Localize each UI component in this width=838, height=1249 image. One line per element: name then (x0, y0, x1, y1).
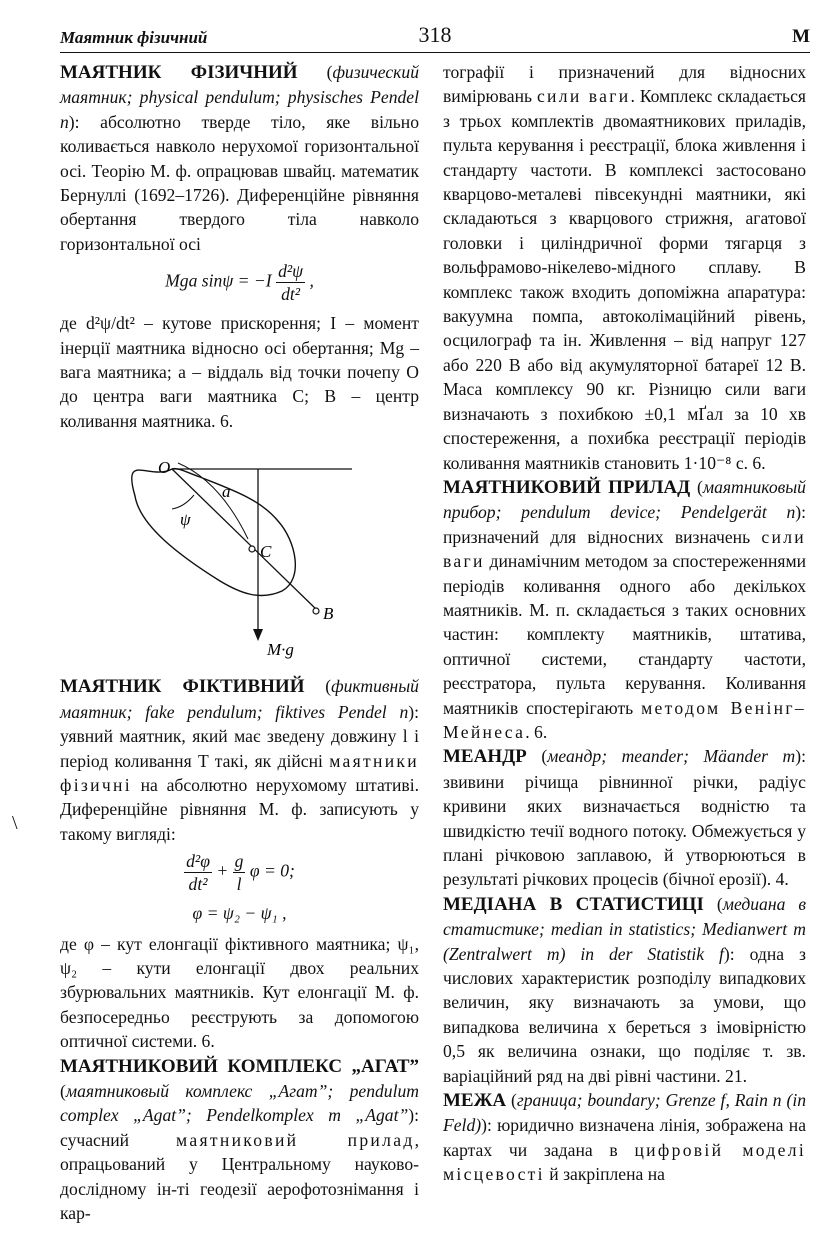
fraction: $\frac{\text{d²φ}}{\text{dt²}}$ (186, 851, 210, 895)
cross-reference: маятниковий прилад (176, 1129, 415, 1150)
cross-reference: маятники фізичні (60, 750, 419, 795)
left-column (60, 60, 419, 1225)
entry-mediana: МЕДІАНА В СТАТИСТИЦІ (медиана в статистике; median in statistics; Medianwert m (Zentralwert m) in der Statistik f): одна з числових характеристик розподілу випадкових величин, яку визначають за умови, що випадкова величина x береться з імовірністю 0,5 як величина ознаки, що поділяє т. зв. варіаційний ряд на дві рівні частини. 21. (443, 893, 806, 1086)
entry-headword: МАЯТНИКОВИЙ ПРИЛАД (443, 476, 691, 498)
right-column (443, 60, 806, 1187)
page-header (60, 22, 810, 52)
running-title: Маятник фізичний (60, 28, 208, 47)
entry-body-continued: де φ – кут елонгації фіктивного маятника; ψ₁, ψ₂ – кути елонгації двох реальних збурювальних маятників. Кут елонгації М. ф. безпосередньо реєструють за допомогою оптичної системи. 6. (60, 933, 419, 1052)
angle-arc (172, 495, 194, 509)
section-letter: М (792, 26, 810, 47)
cross-reference: цифровій моделі місцевості (443, 1139, 807, 1185)
center-c-point (249, 546, 255, 552)
entry-headword: МАЯТНИК ФІКТИВНИЙ (60, 676, 305, 698)
label-c: C (260, 542, 272, 562)
label-mg: M·g (267, 640, 294, 660)
entry-mayatnyk-fizychnyi: МАЯТНИК ФІЗИЧНИЙ (физический маятник; physical pendulum; physisches Pendel n): абсолютно тверде тіло, яке вільно коливається навколо нерухомої горизонтальної осі. Теорію М. ф. опрацював швайц. математик Бернуллі (1692–1726). Диференційне рівняння обертання твердого тіла навколо горизонтальної осі (60, 62, 419, 254)
entry-headword: МЕЖА (443, 1090, 507, 1112)
cross-reference: сили ваги (536, 86, 631, 107)
entry-translations: медиана в статистике; median in statistics; Medianwert m (Zentralwert m) in der Statistik f (443, 893, 806, 964)
center-b-point (313, 608, 319, 614)
page-number: 318 (418, 22, 452, 47)
entry-mayatnykovyi-kompleks: МАЯТНИКОВИЙ КОМПЛЕКС „АГАТ” (маятниковый комплекс „Агат”; pendulum complex „Agat”; Pendelkomplex m „Agat”): сучасний маятниковий прилад, опрацьований у Центральному науково-дослідному ін-ті геодезії аерофотознімання і кар- (60, 1055, 419, 1223)
formula-fictive: $\frac{\text{d²φ}}{\text{dt²}}$ + $\frac{g}{l}$ φ = 0; (186, 851, 295, 895)
entry-headword: МЕДІАНА В СТАТИСТИЦІ (443, 893, 704, 915)
entry-translations: граница; boundary; Grenze f, Rain n (in Feld) (443, 1090, 806, 1136)
entry-body: звивини річища рівнинної річки, радіус кривини яких визначається водністю та швидкістю течії водного потоку. Обмежується у плані річковою заплавою, й утворюються в результаті річкових процесів (бічної ерозії). 4. (443, 771, 806, 890)
entry-body-continued: де d²ψ/dt² – кутове прискорення; I – момент інерції маятника відносно осі обертання; Mg – вага маятника; a – віддаль від точки почепу O до центра ваги маятника C; B – центр коливання маятника. 6. (60, 313, 419, 431)
entry-mayatnykovyi-prylad: МАЯТНИКОВИЙ ПРИЛАД (маятниковый прибор; pendulum device; Pendelgerät n): призначений для відносних визначень сили ваги динамічним методом за спостереженнями періодів коливання одного або декількох маятників. М. п. складається з таких основних частин: комплекту маятників, штатива, оптичної системи, стандарту частоти, реєстратора, пульта керування. Коливання маятників спостерігають методом Венінг–Мейнеса. 6. (443, 476, 806, 742)
fraction: $\frac{g}{l}$ (234, 851, 244, 895)
formula-rotation: Mga sinψ = −I $\frac{\text{d²ψ}}{\text{dt²}}$ , (165, 261, 314, 305)
cross-reference: методом Венінг–Мейнеса (443, 697, 806, 742)
entry-translations: меандр; meander; Mäander m (547, 746, 796, 767)
entry-body: абсолютно тверде тіло, яке вільно коливається навколо нерухомої горизонтальної осі. Теорію М. ф. опрацював швайц. математик Бернуллі (1692–1726). Диференційне рівняння обертання твердого тіла навколо горизонтальної осі (60, 111, 419, 254)
weight-arrowhead (253, 629, 263, 641)
label-a: a (222, 482, 231, 502)
formula-angle-difference: φ = ψ₂ − ψ₁ , (192, 903, 287, 924)
entry-translations: маятниковый прибор; pendulum device; Pendelgerät n (443, 476, 806, 523)
entry-meandr: МЕАНДР (меандр; meander; Mäander m): звивини річища рівнинної річки, радіус кривини яких визначається водністю та швидкістю течії водного потоку. Обмежується у плані річковою заплавою, й утворюються в результаті річкових процесів (бічної ерозії). 4. (443, 746, 806, 890)
entry-mayatnyk-fiktyvnyi: МАЯТНИК ФІКТИВНИЙ (фиктивный маятник; fake pendulum; fiktives Pendel n): уявний маятник, який має зведену довжину l і період коливання T такі, як дійсні маятники фізичні на абсолютно нерухомому штативі. Диференційне рівняння М. ф. записують у такому вигляді: (60, 676, 419, 844)
pendulum-axis-line (172, 469, 318, 611)
cross-reference: сили ваги (443, 526, 806, 572)
label-b: B (323, 604, 334, 624)
entry-translations: физический маятник; physical pendulum; physisches Pendel n (60, 62, 419, 132)
label-o: O (158, 458, 171, 478)
entry-body: одна з числових характеристик розподілу випадкових величин, яку визначають за умови, що випадкова величина x береться з імовірністю 0,5 як величина ознаки, що поділяє т. зв. варіаційний ряд на дві рівні частини. 21. (443, 943, 806, 1086)
entry-mayatnykovyi-kompleks-continued: тографії і призначений для відносних вимірювань сили ваги. Комплекс складається з трьох комплектів двомаятникових приладів, пульта керування і реєстрації, блока живлення і стандарту частоти. В комплексі застосовано кварцово-металеві півсекундні маятники, які складаються з кварцового стрижня, агатової головки і циліндричної форми тягарця з вольфрамово-нікелево-мідного сплаву. В комплекс також входить допоміжна апаратура: вакуумна помпа, автоколімаційний рівень, осцилограф та ін. Живлення – від напруг 127 або 220 В або від акумуляторної батареї 12 В. Маса комплексу 90 кг. Різницю сили ваги визначають з похибкою ±0,1 мҐал за 10 хв спостереження, а похибка реєстрації періодів коливання маятників становить 1·10⁻⁸ с. 6. (443, 62, 806, 473)
header-rule (60, 52, 810, 53)
entry-headword: МАЯТНИК ФІЗИЧНИЙ (60, 62, 298, 83)
entry-headword: МАЯТНИКОВИЙ КОМПЛЕКС „АГАТ” (60, 1055, 419, 1077)
entry-translations: фиктивный маятник; fake pendulum; fiktives Pendel n (60, 676, 419, 722)
label-psi: ψ (180, 510, 191, 530)
entry-translations: маятниковый комплекс „Агат”; pendulum complex „Agat”; Pendelkomplex m „Agat” (60, 1080, 419, 1126)
pendulum-diagram (60, 441, 419, 666)
fraction: $\frac{\text{d²ψ}}{\text{dt²}}$ (278, 261, 304, 305)
margin-mark: \ (12, 812, 18, 834)
entry-mezha: МЕЖА (граница; boundary; Grenze f, Rain n (in Feld)): юридично визначена лінія, зображена на картах чи задана в цифровій моделі місцевості й закріплена на (443, 1090, 807, 1185)
entry-headword: МЕАНДР (443, 746, 527, 768)
